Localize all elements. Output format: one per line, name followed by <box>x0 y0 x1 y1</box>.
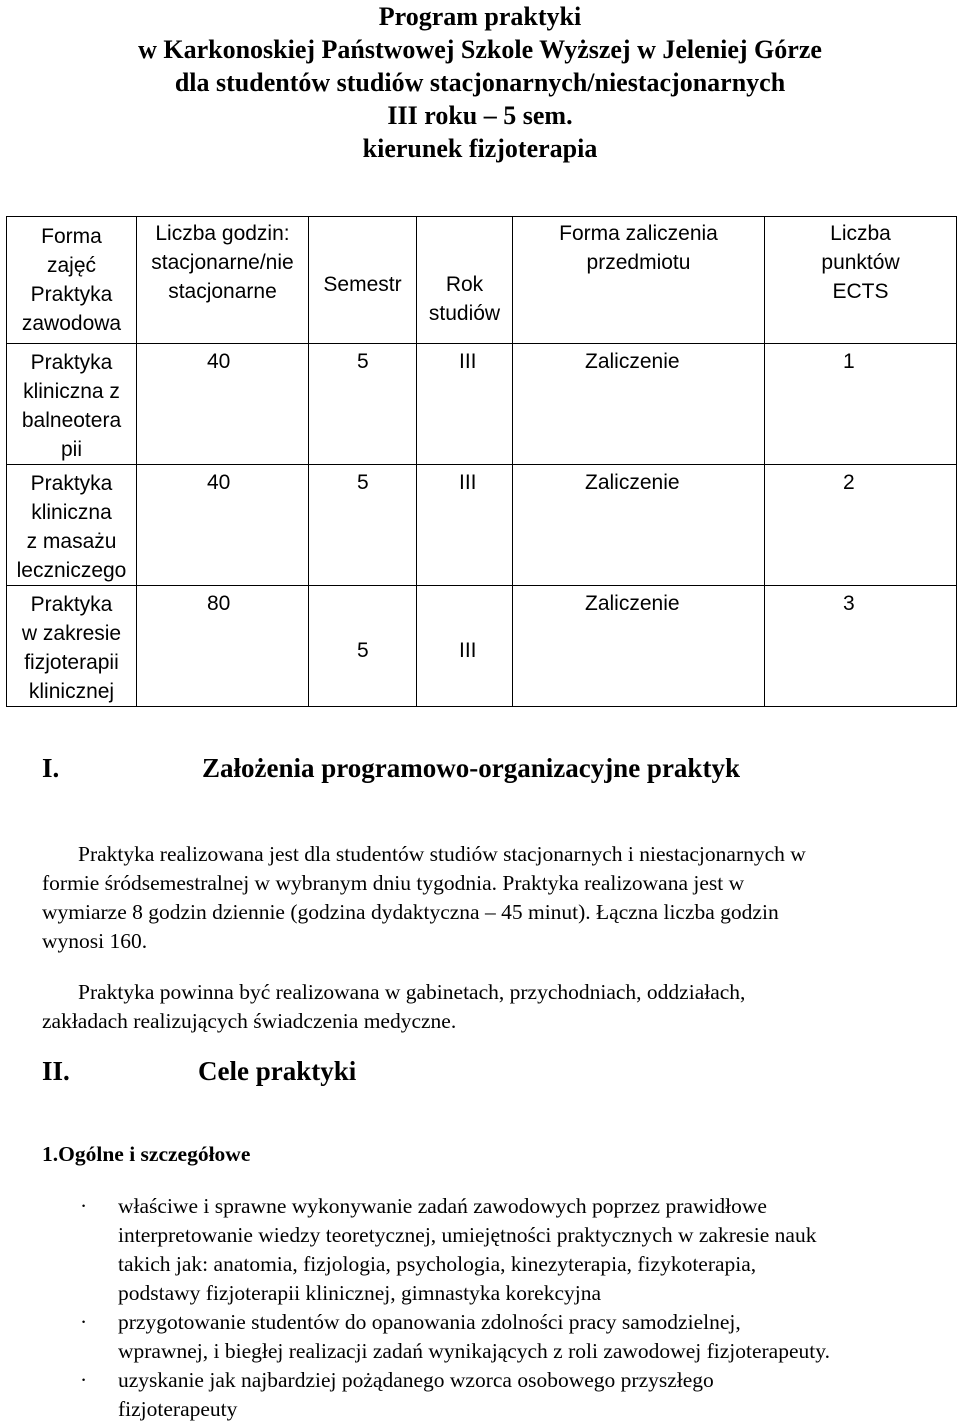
document-title <box>0 0 960 165</box>
section-number: II. <box>42 1056 70 1086</box>
row-hours: 40 <box>137 465 309 586</box>
title-line: III roku – 5 sem. <box>387 101 573 130</box>
title-line: w Karkonoskiej Państwowej Szkole Wyższej w Jeleniej Górze <box>138 35 822 64</box>
program-table <box>6 216 957 707</box>
paragraph: Praktyka realizowana jest dla studentów studiów stacjonarnych i niestacjonarnych w formie śródsemestralnej w wybranym dniu tygodnia. Praktyka realizowana jest w wymiarze 8 godzin dziennie (godzina dydaktyczna – 45 minut). Łączna liczba godzin wynosi 160. <box>42 842 806 953</box>
row-assessment: Zaliczenie <box>513 344 765 465</box>
table-row <box>7 586 957 707</box>
row-ects: 1 <box>765 344 957 465</box>
table-row <box>7 465 957 586</box>
list-item: · uzyskanie jak najbardziej pożądanego wzorca osobowego przyszłego <box>80 1366 960 1395</box>
subsection-title: 1.Ogólne i szczegółowe <box>42 1142 251 1166</box>
title-line: Program praktyki <box>378 2 582 31</box>
row-year: III <box>417 586 513 707</box>
bullet-icon: · <box>80 1194 88 1218</box>
bullet-icon: · <box>80 1368 88 1392</box>
section-1-heading <box>42 753 740 784</box>
row-hours: 40 <box>137 344 309 465</box>
header-semestr: Semestr <box>309 217 417 344</box>
table-header-row <box>7 217 957 344</box>
header-godziny: Liczba godzin: stacjonarne/nie stacjonarne <box>137 217 309 344</box>
paragraph: Praktyka powinna być realizowana w gabinetach, przychodniach, oddziałach, zakładach realizujących świadczenia medyczne. <box>42 980 746 1033</box>
row-assessment: Zaliczenie <box>513 586 765 707</box>
list-item: · przygotowanie studentów do opanowania zdolności pracy samodzielnej, <box>80 1308 960 1337</box>
row-semester: 5 <box>309 465 417 586</box>
row-year: III <box>417 344 513 465</box>
title-line: dla studentów studiów stacjonarnych/niestacjonarnych <box>174 68 786 97</box>
list-item-continuation: wprawnej, i biegłej realizacji zadań wynikających z roli zawodowej fizjoterapeuty. <box>118 1339 830 1363</box>
section-2-heading <box>42 1056 356 1087</box>
table-row <box>7 344 957 465</box>
header-ects: Liczba punktów ECTS <box>765 217 957 344</box>
row-name: Praktyka w zakresie fizjoterapii klinicznej <box>7 586 137 707</box>
section-title: Cele praktyki <box>198 1056 357 1086</box>
list-item-continuation: fizjoterapeuty <box>118 1397 238 1421</box>
row-name: Praktyka kliniczna z masażu leczniczego <box>7 465 137 586</box>
header-zaliczenie: Forma zaliczenia przedmiotu <box>513 217 765 344</box>
section-title: Założenia programowo-organizacyjne praktyk <box>202 753 740 783</box>
row-name: Praktyka kliniczna z balneotera pii <box>7 344 137 465</box>
bullet-icon: · <box>80 1310 88 1334</box>
row-semester: 5 <box>309 586 417 707</box>
list-item: · właściwe i sprawne wykonywanie zadań zawodowych poprzez prawidłowe <box>80 1192 960 1221</box>
row-ects: 2 <box>765 465 957 586</box>
list-item-continuation: interpretowanie wiedzy teoretycznej, umiejętności praktycznych w zakresie nauk takich jak: anatomia, fizjologia, psychologia, kinezyterapia, fizykoterapia, podstawy fizjoterapii klinicznej, gimnastyka korekcyjna <box>118 1223 817 1305</box>
header-forma: Forma zajęć Praktyka zawodowa <box>7 217 137 344</box>
title-line: kierunek fizjoterapia <box>362 134 598 163</box>
header-rok: Rok studiów <box>417 217 513 344</box>
row-semester: 5 <box>309 344 417 465</box>
row-hours: 80 <box>137 586 309 707</box>
row-ects: 3 <box>765 586 957 707</box>
row-year: III <box>417 465 513 586</box>
section-number: I. <box>42 753 60 783</box>
row-assessment: Zaliczenie <box>513 465 765 586</box>
